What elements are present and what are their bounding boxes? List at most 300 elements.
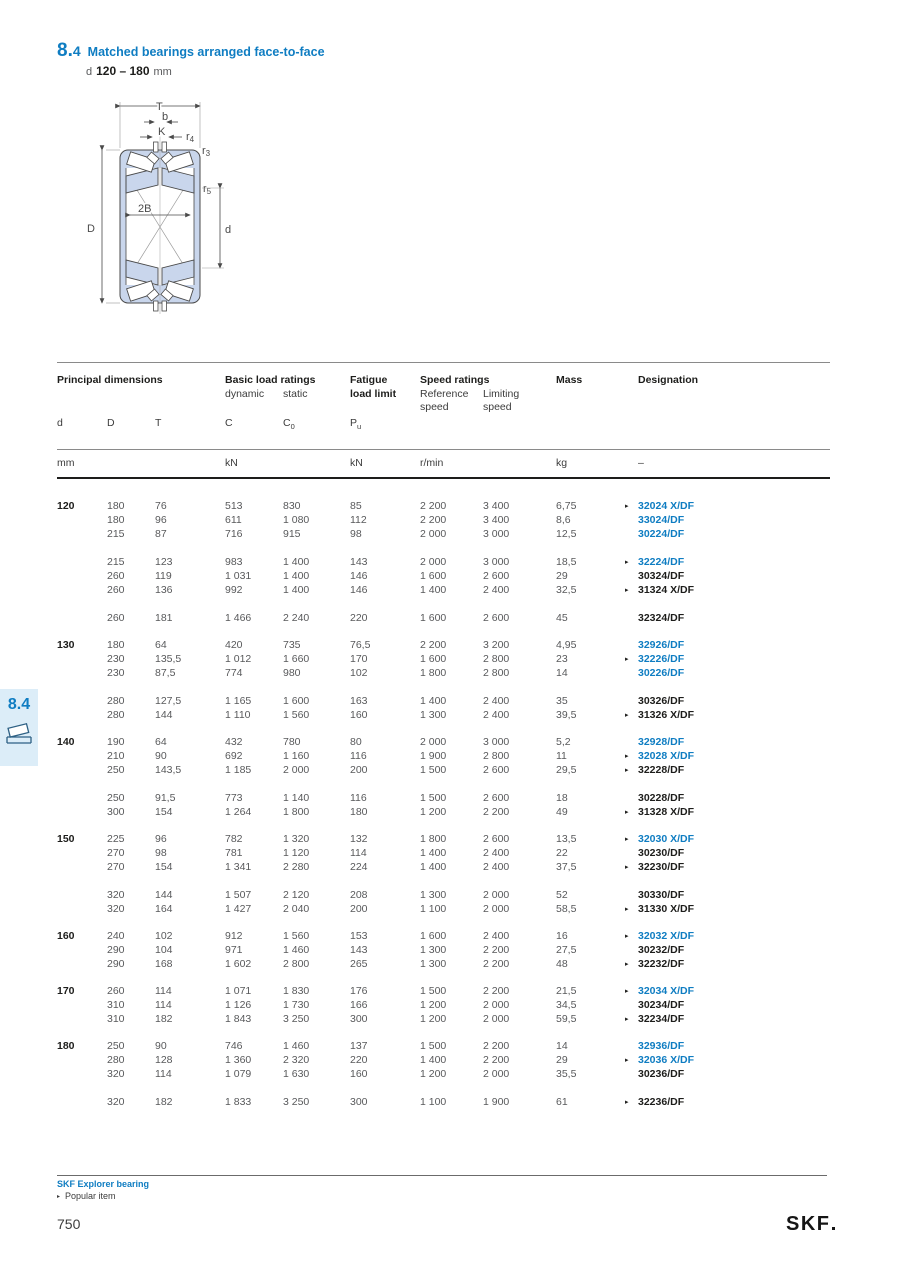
cell-designation: 32230/DF — [638, 861, 685, 873]
cell-designation: 31326 X/DF — [638, 709, 695, 721]
unit-kn-fatigue: kN — [350, 457, 363, 469]
cell-bore-d — [57, 652, 107, 667]
col-fatigue-load-limit: load limit — [350, 388, 397, 400]
cell-bore-d — [57, 527, 107, 541]
cell-limiting-speed: 2 200 — [483, 806, 510, 818]
dim-label-T: T — [156, 101, 163, 113]
cell-fatigue-limit-Pu: 180 — [350, 806, 368, 818]
table-row — [57, 749, 830, 763]
cell-width-T: 123 — [155, 556, 173, 568]
cell-fatigue-limit-Pu: 102 — [350, 667, 368, 679]
popular-item-marker — [625, 527, 638, 541]
row-block — [57, 929, 830, 971]
bore-range: 120 – 180 — [96, 64, 150, 78]
cell-bore-d — [57, 888, 107, 902]
cell-outer-diameter-D: 260 — [107, 584, 125, 596]
cell-fatigue-limit-Pu: 114 — [350, 847, 367, 859]
cell-outer-diameter-D: 215 — [107, 556, 125, 568]
cell-outer-diameter-D: 270 — [107, 847, 125, 859]
cell-outer-diameter-D: 260 — [107, 612, 125, 624]
cell-outer-diameter-D: 320 — [107, 1068, 125, 1080]
cell-static-load-C0: 980 — [283, 667, 301, 679]
unit-kg: kg — [556, 457, 568, 469]
table-row — [57, 499, 830, 513]
table-row — [57, 527, 830, 541]
cell-designation: 32236/DF — [638, 1096, 685, 1108]
table-row — [57, 1067, 830, 1081]
symbol-T: T — [155, 417, 162, 429]
row-block — [57, 555, 830, 597]
cell-fatigue-limit-Pu: 200 — [350, 903, 368, 915]
cell-static-load-C0: 2 280 — [283, 861, 310, 873]
cell-designation: 32034 X/DF — [638, 985, 695, 997]
dim-label-b: b — [162, 111, 169, 123]
cell-width-T: 114 — [155, 999, 172, 1011]
cell-reference-speed: 1 900 — [420, 750, 447, 762]
cell-designation: 30324/DF — [638, 570, 685, 582]
cell-fatigue-limit-Pu: 116 — [350, 792, 367, 804]
popular-item-marker: ▸ — [625, 587, 629, 594]
cell-mass: 8,6 — [556, 514, 571, 526]
cell-dynamic-load-C: 1 185 — [225, 764, 252, 776]
cell-dynamic-load-C: 1 012 — [225, 653, 252, 665]
popular-item-marker — [625, 998, 638, 1012]
cell-width-T: 64 — [155, 639, 167, 651]
cell-designation: 32036 X/DF — [638, 1054, 695, 1066]
dim-label-K: K — [158, 126, 166, 138]
cell-reference-speed: 2 000 — [420, 736, 447, 748]
cell-mass: 52 — [556, 889, 568, 901]
cell-bore-d — [57, 555, 107, 570]
cell-static-load-C0: 1 460 — [283, 1040, 310, 1052]
cell-bore-d — [57, 708, 107, 723]
dim-label-D: D — [87, 223, 95, 235]
cell-width-T: 135,5 — [155, 653, 182, 665]
cell-designation: 32926/DF — [638, 639, 685, 651]
bearing-section-icon — [5, 722, 33, 746]
legend — [57, 1179, 149, 1201]
cell-designation: 32234/DF — [638, 1013, 685, 1025]
table-row — [57, 611, 830, 625]
unit-kn-dynamic: kN — [225, 457, 238, 469]
subtitle-d-symbol: d — [86, 66, 93, 78]
table-row — [57, 805, 830, 819]
cell-reference-speed: 1 300 — [420, 709, 447, 721]
cell-mass: 18,5 — [556, 556, 577, 568]
subcol-limiting: Limiting — [483, 388, 520, 400]
cell-bore-d — [57, 1067, 107, 1081]
table-row — [57, 1012, 830, 1026]
cell-fatigue-limit-Pu: 200 — [350, 764, 368, 776]
symbol-C0: $C_0$ — [283, 417, 295, 432]
cell-reference-speed: 1 500 — [420, 792, 447, 804]
cell-static-load-C0: 1 830 — [283, 985, 310, 997]
cell-fatigue-limit-Pu: 132 — [350, 833, 368, 845]
col-basic-load-ratings: Basic load ratings — [225, 374, 316, 386]
cell-fatigue-limit-Pu: 76,5 — [350, 639, 371, 651]
popular-item-marker: ▸ — [625, 656, 629, 663]
cell-outer-diameter-D: 290 — [107, 958, 125, 970]
cell-designation: 30326/DF — [638, 695, 685, 707]
cell-bore-d: 140 — [57, 736, 75, 748]
cell-bore-d — [57, 569, 107, 583]
cell-outer-diameter-D: 290 — [107, 944, 125, 956]
cell-mass: 34,5 — [556, 999, 577, 1011]
row-block — [57, 1095, 830, 1109]
cell-reference-speed: 1 400 — [420, 861, 447, 873]
cell-mass: 29,5 — [556, 764, 577, 776]
popular-item-marker: ▸ — [625, 809, 629, 816]
cell-static-load-C0: 915 — [283, 528, 301, 540]
cell-fatigue-limit-Pu: 143 — [350, 556, 368, 568]
cell-limiting-speed: 2 600 — [483, 612, 510, 624]
cell-mass: 13,5 — [556, 833, 577, 845]
cell-static-load-C0: 1 800 — [283, 806, 310, 818]
popular-item-marker: ▸ — [625, 559, 629, 566]
cell-reference-speed: 1 500 — [420, 1040, 447, 1052]
cell-limiting-speed: 2 600 — [483, 570, 510, 582]
table-header — [57, 362, 830, 499]
cell-bore-d — [57, 957, 107, 972]
cell-bore-d: 180 — [57, 1040, 75, 1052]
popular-item-marker: ▸ — [625, 961, 629, 968]
cell-mass: 39,5 — [556, 709, 577, 721]
dim-label-2B: 2B — [138, 203, 152, 215]
cell-outer-diameter-D: 300 — [107, 806, 125, 818]
cell-limiting-speed: 2 200 — [483, 1040, 510, 1052]
cell-mass: 29 — [556, 1054, 568, 1066]
table-row — [57, 888, 830, 902]
cell-limiting-speed: 3 000 — [483, 736, 510, 748]
section-number: 8.4 — [57, 40, 81, 61]
popular-item-marker: ▸ — [625, 1016, 629, 1023]
cell-bore-d — [57, 763, 107, 778]
symbol-Pu: $P_u$ — [350, 417, 362, 432]
cell-static-load-C0: 1 140 — [283, 792, 310, 804]
table-body — [57, 499, 830, 1109]
cell-mass: 23 — [556, 653, 568, 665]
cell-limiting-speed: 2 600 — [483, 792, 510, 804]
cell-designation: 30236/DF — [638, 1068, 685, 1080]
cell-width-T: 154 — [155, 861, 173, 873]
cell-fatigue-limit-Pu: 163 — [350, 695, 368, 707]
cell-limiting-speed: 2 600 — [483, 764, 510, 776]
popular-item-marker — [625, 1039, 638, 1053]
dim-label-r5: r5 — [203, 183, 212, 196]
cell-bore-d — [57, 694, 107, 708]
subcol-dynamic: dynamic — [225, 388, 265, 400]
cell-designation: 32936/DF — [638, 1040, 685, 1052]
popular-item-marker: ▸ — [625, 712, 629, 719]
popular-item-marker — [625, 888, 638, 902]
section-heading — [57, 40, 325, 62]
cell-static-load-C0: 3 250 — [283, 1013, 310, 1025]
cell-limiting-speed: 2 000 — [483, 903, 510, 915]
popular-item-marker: ▸ — [625, 1099, 629, 1106]
cell-dynamic-load-C: 971 — [225, 944, 243, 956]
table-row — [57, 832, 830, 846]
popular-item-marker: ▸ — [625, 988, 629, 995]
cell-designation: 30230/DF — [638, 847, 685, 859]
cell-outer-diameter-D: 250 — [107, 1040, 125, 1052]
cell-outer-diameter-D: 215 — [107, 528, 125, 540]
cell-designation: 32032 X/DF — [638, 930, 695, 942]
cell-bore-d — [57, 583, 107, 598]
cell-dynamic-load-C: 432 — [225, 736, 243, 748]
cell-outer-diameter-D: 280 — [107, 1054, 125, 1066]
cell-static-load-C0: 1 120 — [283, 847, 310, 859]
table-row — [57, 583, 830, 597]
cell-static-load-C0: 1 160 — [283, 750, 310, 762]
table-row — [57, 569, 830, 583]
cell-dynamic-load-C: 1 079 — [225, 1068, 252, 1080]
subcol-limiting-speed: speed — [483, 401, 512, 413]
cell-mass: 12,5 — [556, 528, 577, 540]
cell-mass: 29 — [556, 570, 568, 582]
cell-fatigue-limit-Pu: 208 — [350, 889, 368, 901]
cell-reference-speed: 1 100 — [420, 903, 447, 915]
cell-mass: 32,5 — [556, 584, 577, 596]
cell-limiting-speed: 3 000 — [483, 528, 510, 540]
cell-designation: 30228/DF — [638, 792, 685, 804]
cell-reference-speed: 2 200 — [420, 500, 447, 512]
row-block — [57, 694, 830, 722]
dim-label-r4: r4 — [186, 131, 195, 144]
cell-dynamic-load-C: 983 — [225, 556, 243, 568]
cell-fatigue-limit-Pu: 116 — [350, 750, 367, 762]
cell-fatigue-limit-Pu: 224 — [350, 861, 368, 873]
cell-fatigue-limit-Pu: 265 — [350, 958, 368, 970]
cell-mass: 35,5 — [556, 1068, 577, 1080]
cell-reference-speed: 2 000 — [420, 528, 447, 540]
cell-reference-speed: 1 200 — [420, 806, 447, 818]
table-row — [57, 943, 830, 957]
cell-mass: 37,5 — [556, 861, 577, 873]
cell-reference-speed: 2 200 — [420, 514, 447, 526]
table-row — [57, 708, 830, 722]
cell-fatigue-limit-Pu: 112 — [350, 514, 367, 526]
cell-mass: 58,5 — [556, 903, 577, 915]
cell-outer-diameter-D: 310 — [107, 999, 125, 1011]
cell-dynamic-load-C: 1 264 — [225, 806, 252, 818]
section-tab — [0, 689, 38, 766]
cell-fatigue-limit-Pu: 160 — [350, 709, 368, 721]
cell-reference-speed: 1 300 — [420, 889, 447, 901]
page-title: Matched bearings arranged face-to-face — [87, 45, 325, 59]
subcol-static: static — [283, 388, 308, 400]
footer-divider — [57, 1175, 827, 1176]
popular-item-marker — [625, 569, 638, 583]
bearing-group-d-120 — [57, 499, 830, 625]
col-fatigue: Fatigue — [350, 374, 388, 386]
cell-reference-speed: 2 200 — [420, 639, 447, 651]
popular-item-marker: ▸ — [625, 864, 629, 871]
popular-item-marker — [625, 666, 638, 680]
cell-limiting-speed: 2 800 — [483, 750, 510, 762]
cell-designation: 30232/DF — [638, 944, 685, 956]
unit-rpm: r/min — [420, 457, 444, 469]
cell-mass: 61 — [556, 1096, 568, 1108]
col-designation: Designation — [638, 374, 699, 386]
cell-mass: 18 — [556, 792, 568, 804]
cell-designation: 32028 X/DF — [638, 750, 695, 762]
cell-fatigue-limit-Pu: 220 — [350, 612, 368, 624]
cell-outer-diameter-D: 180 — [107, 514, 125, 526]
cell-width-T: 96 — [155, 833, 167, 845]
cell-reference-speed: 1 500 — [420, 764, 447, 776]
cell-fatigue-limit-Pu: 160 — [350, 1068, 368, 1080]
col-principal-dimensions: Principal dimensions — [57, 374, 163, 386]
bore-range-subtitle — [86, 64, 172, 78]
cell-reference-speed: 1 400 — [420, 695, 447, 707]
row-block — [57, 499, 830, 541]
cell-reference-speed: 1 800 — [420, 667, 447, 679]
cell-outer-diameter-D: 260 — [107, 985, 125, 997]
cell-width-T: 102 — [155, 930, 173, 942]
table-row — [57, 555, 830, 569]
cell-bore-d: 160 — [57, 930, 75, 942]
popular-item-marker — [625, 943, 638, 957]
table-row — [57, 957, 830, 971]
cell-limiting-speed: 2 000 — [483, 1013, 510, 1025]
cell-fatigue-limit-Pu: 176 — [350, 985, 368, 997]
cell-width-T: 168 — [155, 958, 173, 970]
cell-designation: 31328 X/DF — [638, 806, 695, 818]
cell-mass: 59,5 — [556, 1013, 577, 1025]
cell-static-load-C0: 1 560 — [283, 709, 310, 721]
cell-designation: 31324 X/DF — [638, 584, 695, 596]
cell-static-load-C0: 2 240 — [283, 612, 310, 624]
cell-fatigue-limit-Pu: 146 — [350, 570, 368, 582]
cell-bore-d — [57, 998, 107, 1012]
cell-dynamic-load-C: 1 110 — [225, 709, 251, 721]
cell-mass: 35 — [556, 695, 568, 707]
cell-dynamic-load-C: 692 — [225, 750, 243, 762]
cell-bore-d — [57, 611, 107, 625]
cell-mass: 4,95 — [556, 639, 577, 651]
bearing-group-d-150 — [57, 832, 830, 916]
cell-reference-speed: 1 500 — [420, 985, 447, 997]
popular-item-marker: ▸ — [625, 933, 629, 940]
cell-static-load-C0: 780 — [283, 736, 301, 748]
cell-static-load-C0: 1 560 — [283, 930, 310, 942]
table-row — [57, 791, 830, 805]
cell-bore-d — [57, 902, 107, 917]
table-row — [57, 1095, 830, 1109]
cell-static-load-C0: 735 — [283, 639, 301, 651]
cell-width-T: 87 — [155, 528, 167, 540]
cell-designation: 32324/DF — [638, 612, 685, 624]
cell-static-load-C0: 1 400 — [283, 570, 310, 582]
cell-bore-d — [57, 1012, 107, 1027]
cell-fatigue-limit-Pu: 80 — [350, 736, 362, 748]
cell-mass: 27,5 — [556, 944, 577, 956]
table-row — [57, 763, 830, 777]
cell-designation: 32928/DF — [638, 736, 685, 748]
cell-reference-speed: 1 400 — [420, 584, 447, 596]
popular-item-marker — [625, 638, 638, 652]
cell-designation: 32226/DF — [638, 653, 685, 665]
cell-fatigue-limit-Pu: 170 — [350, 653, 368, 665]
row-block — [57, 1039, 830, 1081]
cell-width-T: 76 — [155, 500, 167, 512]
cell-bore-d — [57, 749, 107, 764]
table-row — [57, 984, 830, 998]
symbol-d: d — [57, 417, 63, 429]
popular-item-marker: ▸ — [625, 753, 629, 760]
cell-mass: 48 — [556, 958, 568, 970]
cell-static-load-C0: 1 460 — [283, 944, 310, 956]
cell-designation: 33024/DF — [638, 514, 685, 526]
cell-bore-d: 150 — [57, 833, 75, 845]
cell-designation: 30226/DF — [638, 667, 685, 679]
popular-item-marker: ▸ — [625, 836, 629, 843]
cell-designation: 32030 X/DF — [638, 833, 695, 845]
subcol-reference-speed: speed — [420, 401, 449, 413]
section-tab-label: 8.4 — [7, 696, 31, 713]
cell-width-T: 154 — [155, 806, 173, 818]
popular-item-marker — [625, 611, 638, 625]
bearing-group-d-170 — [57, 984, 830, 1026]
cell-static-load-C0: 1 660 — [283, 653, 310, 665]
cell-outer-diameter-D: 260 — [107, 570, 125, 582]
cell-static-load-C0: 1 080 — [283, 514, 310, 526]
cell-dynamic-load-C: 1 602 — [225, 958, 252, 970]
cell-outer-diameter-D: 230 — [107, 653, 125, 665]
cell-width-T: 96 — [155, 514, 167, 526]
cell-limiting-speed: 2 200 — [483, 1054, 510, 1066]
cell-dynamic-load-C: 1 427 — [225, 903, 252, 915]
table-row — [57, 735, 830, 749]
cell-designation: 30224/DF — [638, 528, 685, 540]
cell-dynamic-load-C: 611 — [225, 514, 242, 526]
cell-mass: 45 — [556, 612, 568, 624]
cell-dynamic-load-C: 1 341 — [225, 861, 252, 873]
cell-limiting-speed: 2 600 — [483, 833, 510, 845]
cell-bore-d: 120 — [57, 500, 75, 512]
popular-item-marker — [625, 1067, 638, 1081]
cell-width-T: 144 — [155, 889, 173, 901]
cell-dynamic-load-C: 781 — [225, 847, 243, 859]
popular-item-marker — [625, 791, 638, 805]
cell-dynamic-load-C: 782 — [225, 833, 243, 845]
cell-reference-speed: 1 300 — [420, 958, 447, 970]
cell-reference-speed: 1 200 — [420, 999, 447, 1011]
cell-reference-speed: 1 200 — [420, 1068, 447, 1080]
cell-static-load-C0: 1 600 — [283, 695, 310, 707]
cell-fatigue-limit-Pu: 137 — [350, 1040, 368, 1052]
cell-width-T: 90 — [155, 750, 167, 762]
table-row — [57, 998, 830, 1012]
cell-static-load-C0: 830 — [283, 500, 301, 512]
cell-fatigue-limit-Pu: 85 — [350, 500, 362, 512]
table-row — [57, 652, 830, 666]
cell-dynamic-load-C: 746 — [225, 1040, 243, 1052]
cell-limiting-speed: 3 200 — [483, 639, 510, 651]
table-row — [57, 846, 830, 860]
page-number: 750 — [57, 1216, 81, 1232]
cell-fatigue-limit-Pu: 220 — [350, 1054, 368, 1066]
cell-bore-d — [57, 513, 107, 527]
dim-label-d: d — [225, 224, 232, 236]
table-row — [57, 1053, 830, 1067]
cell-dynamic-load-C: 1 843 — [225, 1013, 252, 1025]
cell-limiting-speed: 2 400 — [483, 847, 510, 859]
popular-item-marker — [625, 735, 638, 749]
cell-reference-speed: 1 200 — [420, 1013, 447, 1025]
cell-outer-diameter-D: 180 — [107, 500, 125, 512]
cell-dynamic-load-C: 1 031 — [225, 570, 252, 582]
